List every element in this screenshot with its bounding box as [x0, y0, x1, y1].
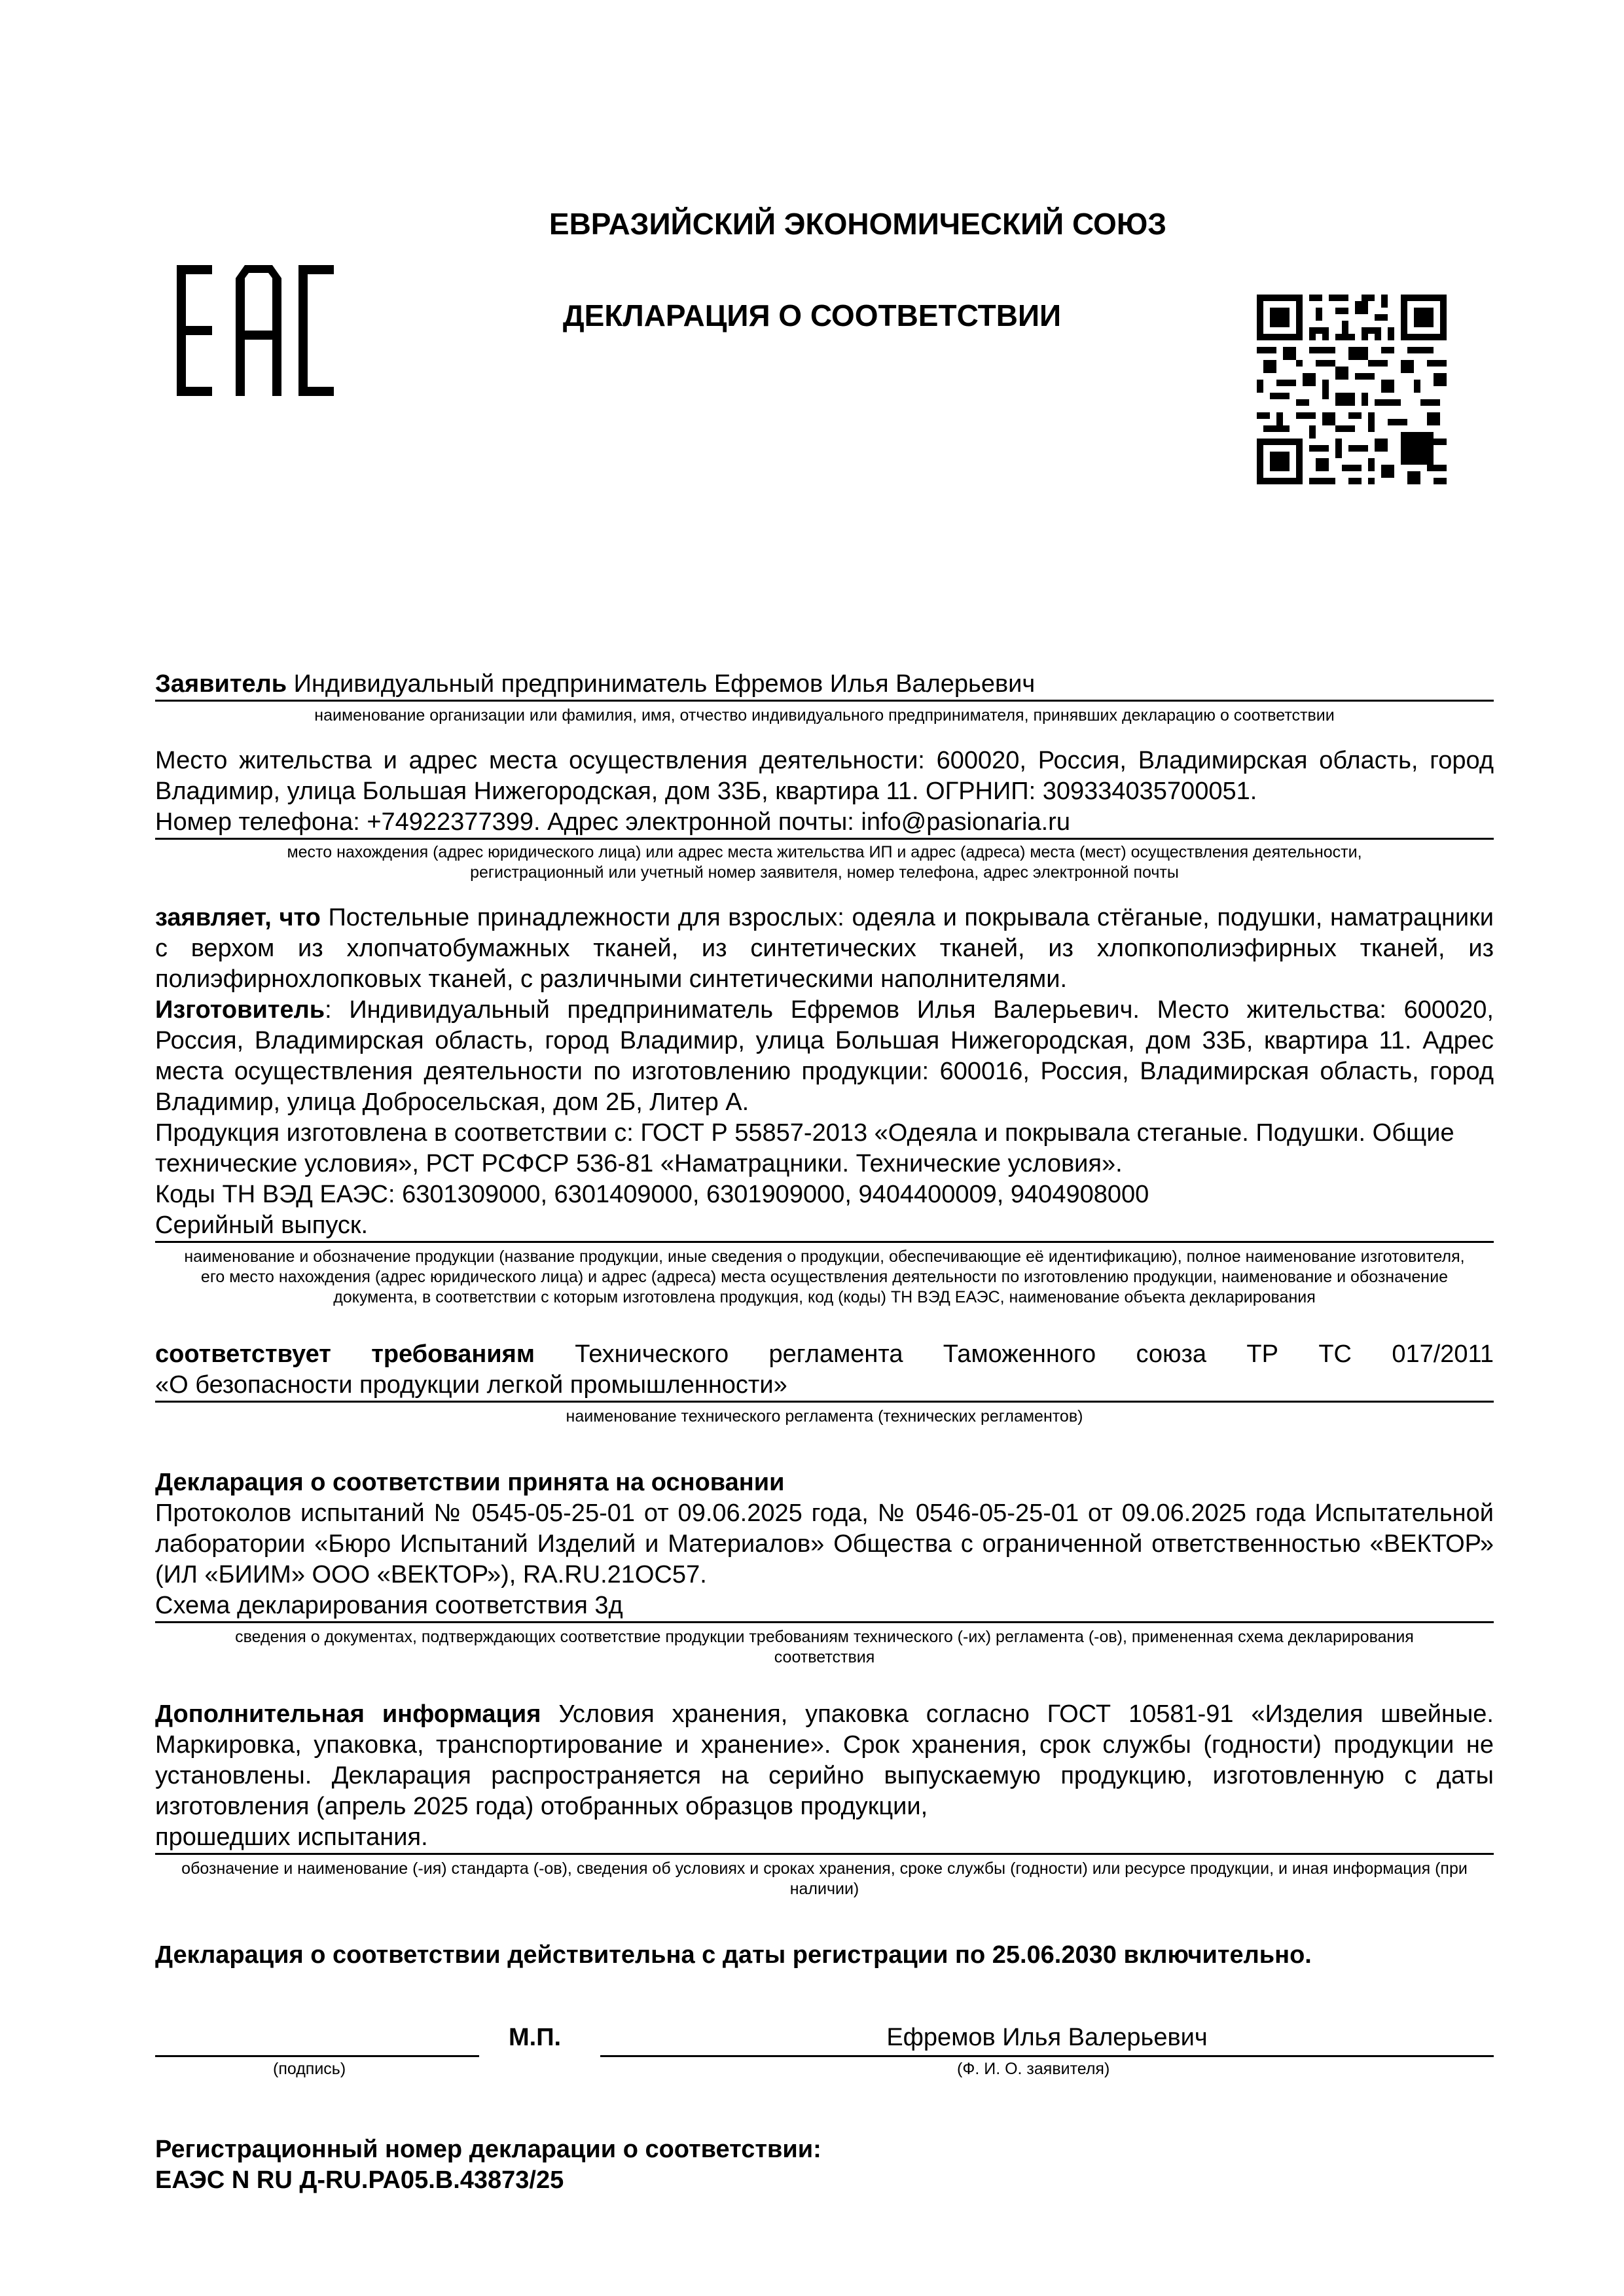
additional-info [155, 1699, 1494, 1822]
address-caption-2: регистрационный или учетный номер заявителя, номер телефона, адрес электронной почты [470, 863, 1179, 882]
serial-release: Серийный выпуск. [155, 1210, 1494, 1243]
regulation-name: «О безопасности продукции легкой промышленности» [155, 1370, 1494, 1403]
manufacturer-label: Изготовитель [155, 996, 325, 1024]
additional-last-line: прошедших испытания. [155, 1822, 1494, 1855]
declares-text: Постельные принадлежности для взрослых: одеяла и покрывала стёганые, подушки, наматрацники с верхом из хлопчатобумажных тканей, из синтетических тканей, из хлопкополиэфирных тканей, из полиэфирнохлопковых тканей, с различными синтетическими наполнителями. [155, 904, 1494, 993]
compliance-label: соответствует требованиям [155, 1340, 535, 1368]
applicant-line [155, 669, 1494, 702]
basis-text: Протоколов испытаний № 0545-05-25-01 от 09.06.2025 года, № 0546-05-25-01 от 09.06.2025 года Испытательной лаборатории «Бюро Испытаний Изделий и Материалов» Общества с ограниченной ответственностью «ВЕКТОР» (ИЛ «БИИМ» ООО «ВЕКТОР»), RA.RU.21ОС57. [155, 1499, 1494, 1588]
product-caption: наименование и обозначение продукции (название продукции, иные сведения о продукции, обеспечивающие её идентификацию), полное наименование изготовителя, его место нахождения (адрес юридического лица) и адрес (адреса) места осуществления деятельности по изготовлению продукции, наименование и обозначение документа, в соответствии с которым изготовлена продукция, код (коды) ТН ВЭД ЕАЭС, наименование объекта декларирования [184, 1247, 1465, 1306]
applicant-value: Индивидуальный предприниматель Ефремов Илья Валерьевич [287, 670, 1036, 698]
additional-text: Условия хранения, упаковка согласно ГОСТ 10581-91 «Изделия швейные. Маркировка, упаковка, транспортирование и хранение». Срок хранения, срок службы (годности) продукции не установлены. Декларация распространяется на серийно выпускаемую продукцию, изготовленную с даты изготовления (апрель 2025 года) отобранных образцов продукции, [155, 1700, 1494, 1820]
basis-heading [155, 1467, 1494, 1498]
signature-caption: (подпись) [273, 2060, 346, 2078]
registration-label-text: Регистрационный номер декларации о соответствии: [155, 2136, 821, 2163]
compliance-caption: наименование технического регламента (технических регламентов) [566, 1407, 1083, 1426]
registration-number-text: ЕАЭС N RU Д-RU.РА05.В.43873/25 [155, 2166, 564, 2194]
signature-row [155, 2019, 1494, 2057]
name-caption: (Ф. И. О. заявителя) [957, 2060, 1110, 2078]
validity-text: Декларация о соответствии действительна с даты регистрации по 25.06.2030 включительно. [155, 1941, 1312, 1969]
address-contacts: Номер телефона: +74922377399. Адрес электронной почты: info@pasionaria.ru [155, 807, 1494, 840]
additional-caption: обозначение и наименование (-ия) стандарта (-ов), сведения об условиях и сроках хранения, сроке службы (годности) или ресурсе продукции, и иная информация (при наличии) [181, 1859, 1468, 1898]
declaration-body [155, 669, 1494, 2196]
tnved-codes: Коды ТН ВЭД ЕАЭС: 6301309000, 6301409000, 6301909000, 9404400009, 9404908000 [155, 1181, 1149, 1208]
registration-label [155, 2134, 1494, 2165]
address-caption-1: место нахождения (адрес юридического лица) или адрес места жительства ИП и адрес (адреса) места (мест) осуществления деятельности, [287, 843, 1362, 861]
compliance-line [155, 1339, 1494, 1370]
additional-label: Дополнительная информация [155, 1700, 541, 1728]
declares-label: заявляет, что [155, 904, 321, 931]
qr-code-icon [1257, 295, 1447, 484]
manufacturer-info [155, 995, 1494, 1118]
product-description [155, 903, 1494, 995]
standards-text: Продукция изготовлена в соответствии с: ГОСТ Р 55857-2013 «Одеяла и покрывала стеганые. Подушки. Общие технические условия», РСТ РСФСР 536-81 «Наматрацники. Технические условия». [155, 1119, 1454, 1177]
address-text: Место жительства и адрес места осуществления деятельности: 600020, Россия, Владимирская область, город Владимир, улица Большая Нижегородская, дом 33Б, квартира 11. ОГРНИП: 309334035700051. [155, 747, 1494, 805]
registration-number [155, 2165, 1494, 2196]
validity-statement [155, 1940, 1494, 1971]
document-title: ДЕКЛАРАЦИЯ О СООТВЕТСТВИИ [562, 298, 1062, 332]
applicant-label: Заявитель [155, 670, 287, 698]
applicant-caption: наименование организации или фамилия, имя, отчество индивидуального предпринимателя, принявших декларацию о соответствии [314, 706, 1335, 725]
applicant-name: Ефремов Илья Валерьевич [886, 2024, 1208, 2051]
stamp-label: М.П. [509, 2024, 562, 2051]
basis-caption: сведения о документах, подтверждающих соответствие продукции требованиям технического (-их) регламента (-ов), примененная схема декларирования соответствия [235, 1628, 1414, 1666]
declaration-scheme: Схема декларирования соответствия 3д [155, 1590, 1494, 1623]
manufacturer-text: : Индивидуальный предприниматель Ефремов Илья Валерьевич. Место жительства: 600020, Россия, Владимирская область, город Владимир, улица Большая Нижегородская, дом 33Б, квартира 11. Адрес места осуществления деятельности по изготовлению продукции: 600016, Россия, Владимирская область, город Владимир, улица Добросельская, дом 2Б, Литер А. [155, 996, 1494, 1116]
compliance-text: Технического регламента Таможенного союза ТР ТС 017/2011 [534, 1340, 1494, 1368]
union-title: ЕВРАЗИЙСКИЙ ЭКОНОМИЧЕСКИЙ СОЮЗ [549, 207, 1167, 241]
basis-heading-text: Декларация о соответствии принята на основании [155, 1469, 785, 1496]
